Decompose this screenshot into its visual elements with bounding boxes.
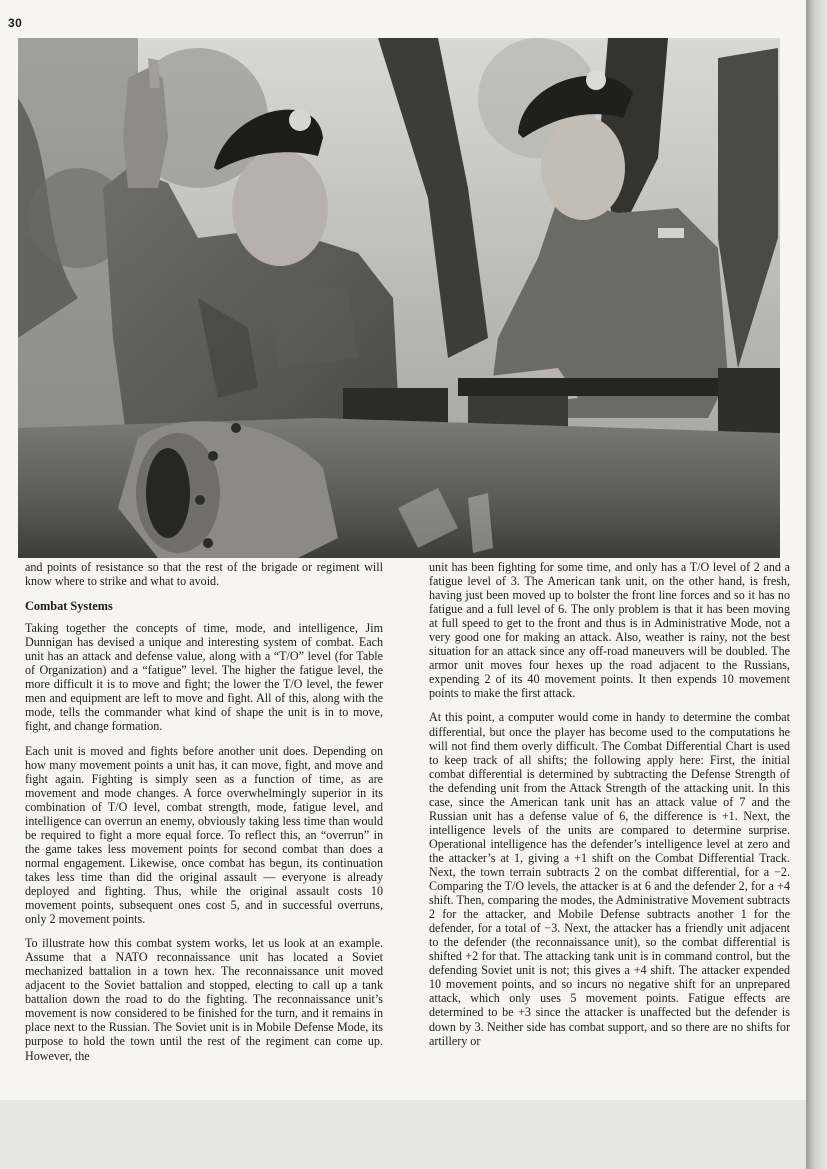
section-heading: Combat Systems [25,599,113,614]
page-number: 30 [8,16,23,30]
page-edge-shadow [806,0,827,1169]
intro-paragraph: and points of resistance so that the rest of the brigade or regiment will know where to strike and what to avoid. [25,560,383,589]
scan-background [0,1100,806,1169]
soldiers-on-tank-photo [18,38,780,558]
paragraph: Each unit is moved and fights before another unit does. Depending on how many movement points a unit has, it can move, fight, and move and fight again. Fighting is simply seen as a function of time, as are movement and mode changes. A force overwhelmingly superior in its combination of T/O level, combat strength, mode, fatigue level, and intelligence can overrun an enemy, obviously taking less time than would be required to fight a more equal force. To reflect this, an “overrun” in the game takes less movement points for second combat than does a normal engagement. Likewise, once combat has begun, its continuation takes less time than did the original assault — everyone is already deployed and fighting. Thus, while the original assault costs 10 movement points, subsequent ones cost 5, and in successful overruns, only 2 movement points. [25,743,383,927]
paragraph: At this point, a computer would come in handy to determine the combat differential, but once the player has become used to the computations he will not find them overly difficult. The Combat Differential Chart is used to keep track of all shifts; the following apply here: First, the initial combat differential is determined by subtracting the Defense Strength of the defending unit from the Attack Strength of the attacking unit. In this case, since the American tank unit has an attack value of 7 and the Russian unit has a defense value of 6, the difference is +1. Next, the intelligence levels of the units are compared to determine surprise. Operational intelligence has the defender’s intelligence level at zero and the attacker’s at 1, giving a +1 shift on the Combat Differential Track. Next, the town terrain subtracts 2 on the combat differential, for a −2. Comparing the T/O levels, the attacker is at 6 and the defender 2, for a +4 shift. Then, comparing the modes, the Administrative Movement subtracts 2 for the attacker, and Mobile Defense subtracts another 1 for the defender, for a total of −3. Next, the attacker has a friendly unit adjacent to the defender (the reconnaissance unit), so the combat differential is shifted +2 for that. The attacking tank unit is in command control, but the defending Soviet unit is not; this gives a +4 shift. The attacker expended 10 movement points, and so incurs no negative shift for an unprepared attack, which only uses 5 movement points. Fatigue effects are determined to be +3 since the attacker is unaffected but the defender is down by 3. Neither side has combat support, and so there are no shifts for artillery or [429,710,790,1048]
paragraph: Taking together the concepts of time, mode, and intelligence, Jim Dunnigan has devised a unique and interesting system of combat. Each unit has an attack and defense value, along with a “T/O” level (for Table of Organization) and a “fatigue” level. The higher the fatigue level, the more difficult it is to move and fight; the lower the T/O level, the fewer men and equipment are left to move and fight. All of this, along with the mode, tells the commander what kind of shape the unit is in to move, fight, and change formation. [25,621,383,734]
paragraph: unit has been fighting for some time, and only has a T/O level of 2 and a fatigue level of 3. The American tank unit, on the other hand, is fresh, having just been moved up to bolster the front line forces and so it has no fatigue and a full level of 6. The only problem is that it has been moving at full speed to get to the front and thus is in Administrative Mode, not a very good one for making an attack. Also, weather is rainy, not the best situation for an attack since any off-road maneuvers will be doubled. The armor unit moves four hexes up the road adjacent to the Russians, expending 2 of its 40 movement points. It then expends 10 movement points to make the first attack. [429,560,790,701]
photo-illustration [18,38,780,558]
paragraph: To illustrate how this combat system works, let us look at an example. Assume that a NATO reconnaissance unit has located a Soviet mechanized battalion in a town hex. The reconnaissance unit moved adjacent to the Soviet battalion and stopped, electing to call up a tank battalion down the road to do the fighting. The reconnaissance unit’s movement is now considered to be finished for the turn, and it remains in place next to the Russian. The Soviet unit is in Mobile Defense Mode, its purpose to hold the town until the rest of the regiment can come up. However, the [25,936,383,1063]
left-text-column [25,560,383,1073]
right-text-column [429,560,790,1058]
